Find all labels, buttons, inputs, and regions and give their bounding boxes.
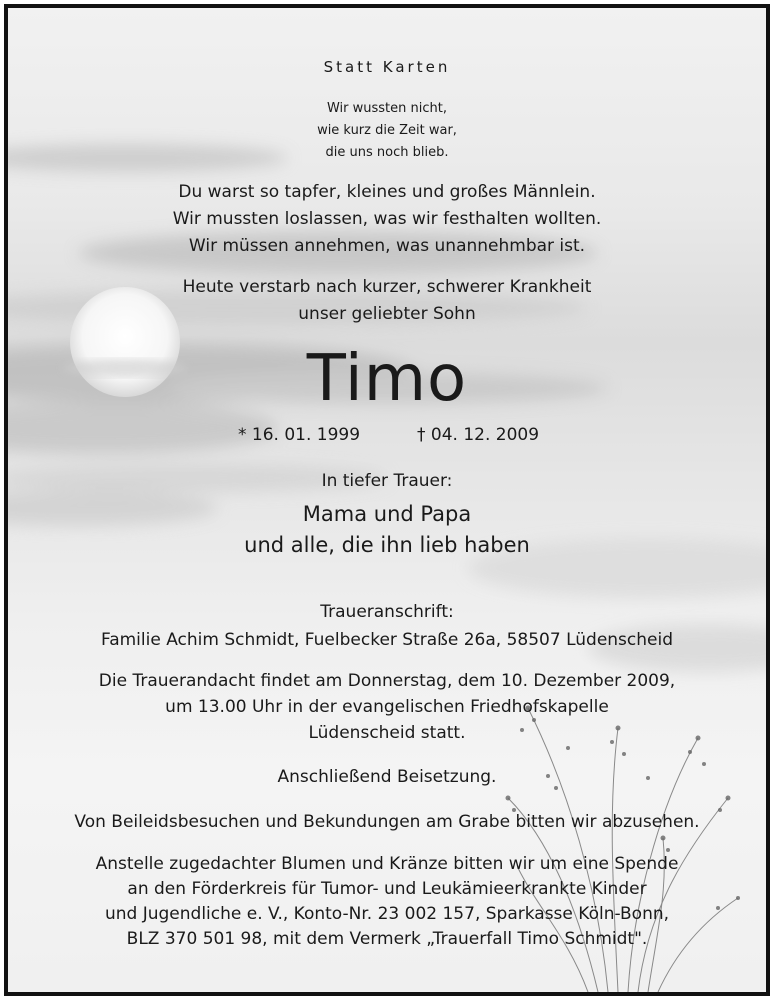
death-date: † 04. 12. 2009 — [417, 425, 540, 445]
obituary-card — [4, 4, 770, 996]
service-line: Die Trauerandacht findet am Donnerstag, dem 10. Dezember 2009, — [98, 671, 676, 691]
verse — [8, 179, 766, 260]
family-signature — [8, 499, 766, 561]
donation-line: an den Förderkreis für Tumor- und Leukämieerkrankte Kinder — [127, 879, 647, 899]
funeral-service-info — [8, 668, 766, 746]
service-line: um 13.00 Uhr in der evangelischen Friedhofskapelle — [165, 697, 609, 717]
donation-line: und Jugendliche e. V., Konto-Nr. 23 002 157, Sparkasse Köln-Bonn, — [104, 904, 670, 924]
announcement-line: Heute verstarb nach kurzer, schwerer Krankheit — [182, 277, 592, 297]
verse-line: Wir mussten loslassen, was wir festhalten wollten. — [172, 209, 602, 229]
address-label: Traueranschrift: — [320, 602, 454, 622]
poem-line: Wir wussten nicht, — [326, 101, 447, 116]
announcement-line: unser geliebter Sohn — [298, 304, 476, 324]
verse-line: Du warst so tapfer, kleines und großes Männlein. — [178, 182, 596, 202]
service-line: Lüdenscheid statt. — [308, 723, 466, 743]
donation-request — [8, 852, 766, 952]
family-line: und alle, die ihn lieb haben — [244, 533, 530, 557]
poem-line: wie kurz die Zeit war, — [317, 123, 457, 138]
mourning-label: In tiefer Trauer: — [321, 471, 453, 491]
poem — [8, 98, 766, 164]
announcement — [8, 274, 766, 328]
verse-line: Wir müssen annehmen, was unannehmbar ist. — [188, 236, 586, 256]
mourning-address — [8, 598, 766, 654]
condolence-note: Von Beileidsbesuchen und Bekundungen am Grabe bitten wir abzusehen. — [74, 812, 700, 832]
burial-note: Anschließend Beisetzung. — [277, 767, 497, 787]
deceased-name: Timo — [306, 342, 468, 416]
poem-line: die uns noch blieb. — [325, 145, 449, 160]
family-line: Mama und Papa — [302, 502, 472, 526]
birth-date: * 16. 01. 1999 — [238, 425, 361, 445]
address-text: Familie Achim Schmidt, Fuelbecker Straße 26a, 58507 Lüdenscheid — [100, 630, 673, 650]
intro-heading: Statt Karten — [323, 58, 451, 76]
donation-line: Anstelle zugedachter Blumen und Kränze bitten wir um eine Spende — [95, 854, 679, 874]
donation-line: BLZ 370 501 98, mit dem Vermerk „Trauerfall Timo Schmidt". — [126, 929, 648, 949]
